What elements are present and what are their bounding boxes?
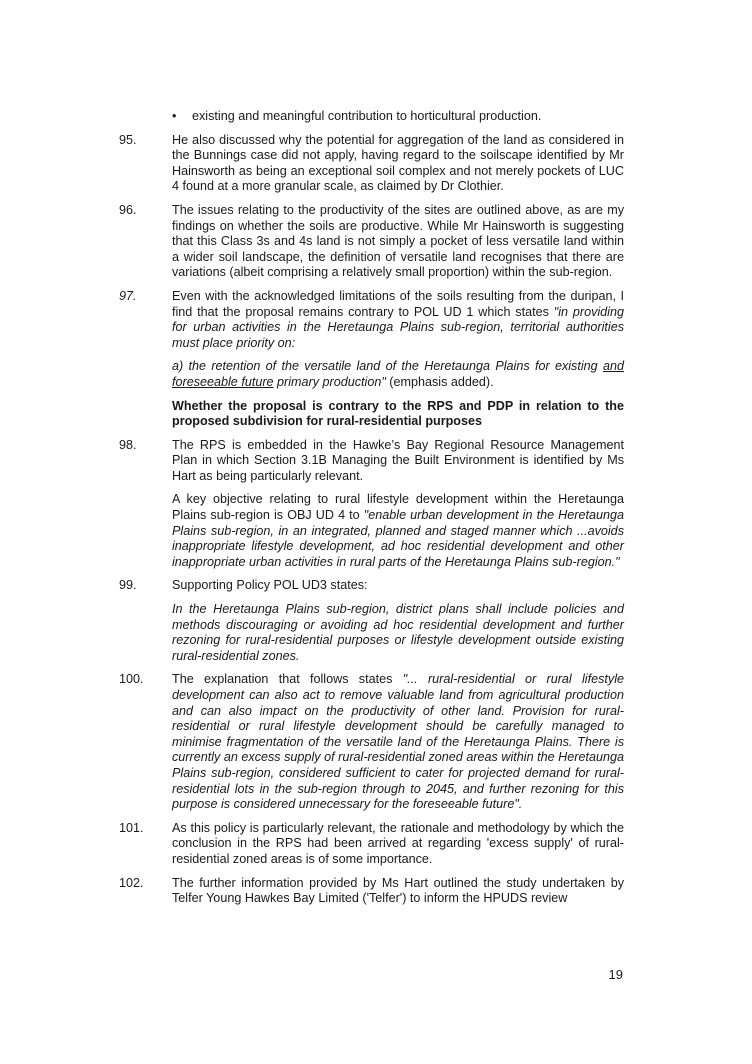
bullet-icon: • xyxy=(172,109,177,123)
paragraph-text: Supporting Policy POL UD3 states: xyxy=(172,578,368,593)
paragraph-102 xyxy=(119,876,624,907)
paragraph-text: A key objective relating to rural lifestyle development within the Heretaunga Plains sub-region is OBJ UD 4 to "enable urban development in the Heretaunga Plains sub-region, in an integrated, planned and staged manner which ...avoids inappropriate lifestyle development, ad hoc residential development and other inappropriate urban activities in rural parts of the Heretaunga Plains sub-region." xyxy=(172,492,625,569)
paragraph-number: 101. xyxy=(119,820,144,835)
quoted-text: "in providing for urban activities in the Heretaunga Plains sub-region, territorial authorities must place priority on: xyxy=(172,304,624,350)
paragraph-number: 102. xyxy=(119,875,144,890)
paragraph-98 xyxy=(119,438,624,571)
quoted-text: "... rural-residential or rural lifestyle development can also act to remove valuable land from agricultural production and can also impact on the productivity of other land. Provision for rural-residential or rural lifestyle development should be carefully managed to minimise fragmentation of the versatile land of the Heretaunga Plains. There is currently an excess supply of rural-residential zoned areas within the Heretaunga Plains sub-region, considered sufficient to cater for projected demand for rural-residential lots in the sub-region through to 2045, and further rezoning for this purpose is considered unnecessary for the foreseeable future". xyxy=(172,672,625,812)
page-number: 19 xyxy=(608,967,623,982)
page-content xyxy=(119,109,624,915)
paragraph-99 xyxy=(119,578,624,664)
paragraph-number: 97. xyxy=(119,288,137,303)
paragraph-96 xyxy=(119,203,624,281)
paragraph-number: 98. xyxy=(119,437,137,452)
paragraph-101 xyxy=(119,821,624,868)
paragraph-95 xyxy=(119,133,624,195)
paragraph-text: As this policy is particularly relevant, the rationale and methodology by which the conclusion in the RPS had been arrived at regarding 'excess supply' of rural-residential zoned areas is of some importance. xyxy=(172,820,624,866)
paragraph-100 xyxy=(119,672,624,812)
paragraph-text: The RPS is embedded in the Hawke’s Bay Regional Resource Management Plan in which Section 3.1B Managing the Built Environment is identified by Ms Hart as being particularly relevant. xyxy=(172,437,624,483)
paragraph-text: The explanation that follows states "... rural-residential or rural lifestyle development can also act to remove valuable land from agricultural production and can also impact on the productivity of other land. Provision for rural-residential or rural lifestyle development should be carefully managed to minimise fragmentation of the versatile land of the Heretaunga Plains. There is currently an excess supply of rural-residential zoned areas within the Heretaunga Plains sub-region, considered sufficient to cater for projected demand for rural-residential lots in the sub-region through to 2045, and further rezoning for this purpose is considered unnecessary for the foreseeable future". xyxy=(172,672,625,812)
paragraph-text: He also discussed why the potential for aggregation of the land as considered in the Bunnings case did not apply, having regard to the soilscape identified by Mr Hainsworth as being an exceptional soil complex and not merely pockets of LUC 4 found at a more granular scale, as claimed by Dr Clothier. xyxy=(172,132,624,194)
emphasised-text: and foreseeable future xyxy=(172,359,624,389)
paragraph-number: 99. xyxy=(119,578,137,593)
paragraph-number: 100. xyxy=(119,672,144,687)
paragraph-text: Even with the acknowledged limitations of the soils resulting from the duripan, I find that the proposal remains contrary to POL UD 1 which states "in providing for urban activities in the Heretaunga Plains sub-region, territorial authorities must place priority on: xyxy=(172,288,624,350)
bullet-text: existing and meaningful contribution to horticultural production. xyxy=(192,109,542,123)
paragraph-subclause: a) the retention of the versatile land of the Heretaunga Plains for existing and foreseeable future primary production" (emphasis added). xyxy=(172,359,624,389)
quoted-text: "enable urban development in the Heretaunga Plains sub-region, in an integrated, planned and staged manner which ...avoids inappropriate lifestyle development, ad hoc residential development and other inappropriate urban activities in rural parts of the Heretaunga Plains sub-region." xyxy=(172,508,625,569)
paragraph-text: The issues relating to the productivity of the sites are outlined above, as are my findings on whether the soils are productive. While Mr Hainsworth is suggesting that this Class 3s and 4s land is not simply a pocket of less versatile land within a wider soil landscape, the definition of versatile land recognises that there are variations (albeit comprising a relatively small proportion) within the sub-region. xyxy=(172,202,624,280)
paragraph-number: 95. xyxy=(119,132,137,147)
paragraph-text: The further information provided by Ms Hart outlined the study undertaken by Telfer Young Hawkes Bay Limited ('Telfer') to inform the HPUDS review xyxy=(172,875,624,906)
bullet-item xyxy=(172,109,624,125)
section-heading: Whether the proposal is contrary to the RPS and PDP in relation to the proposed subdivision for rural-residential purposes xyxy=(172,398,624,429)
paragraph-97 xyxy=(119,289,624,391)
quoted-policy: In the Heretaunga Plains sub-region, district plans shall include policies and methods discouraging or avoiding ad hoc residential development and further rezoning for rural-residential purposes or lifestyle development outside existing rural-residential zones. xyxy=(172,602,624,663)
paragraph-number: 96. xyxy=(119,202,137,217)
